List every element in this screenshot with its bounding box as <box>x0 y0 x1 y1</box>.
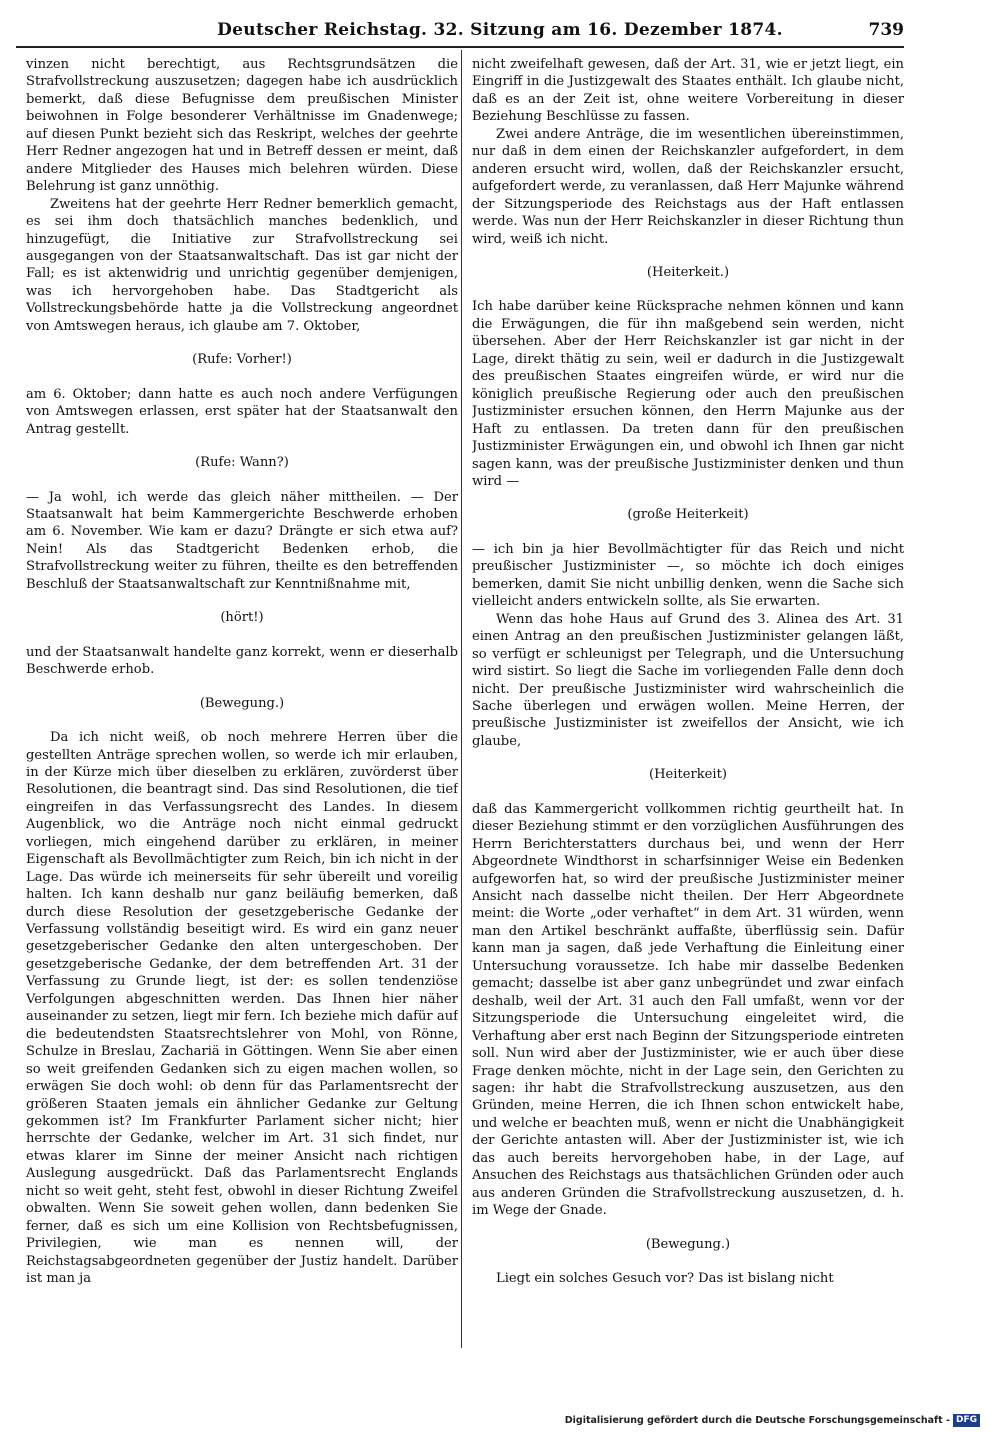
header-rule <box>16 46 904 48</box>
paragraph: vinzen nicht berechtigt, aus Rechtsgrundsätzen die Strafvollstreckung auszusetzen; dagegen habe ich ausdrücklich bemerkt, daß diese Befugnisse dem preußischen Minister beiwohnen in Folge besonderer Verhältnisse im Gnadenwege; auf diesen Punkt bezieht sich das Reskript, welches der geehrte Herr Redner angezogen hat und in Betreff dessen er meint, daß andere Mitglieder des Hauses mich belehren würden. Diese Belehrung ist ganz unnöthig. <box>26 57 458 195</box>
page-header <box>0 0 1000 44</box>
interjection: (Rufe: Wann?) <box>195 455 289 471</box>
paragraph: daß das Kammergericht vollkommen richtig geurtheilt hat. In dieser Beziehung stimmt er den vorzüglichen Ausführungen des Herrn Berichterstatters durchaus bei, und wenn der Herr Abgeordnete Windthorst in scharfsinniger Weise ein Bedenken aufgeworfen hat, so wird der preußische Justizminister meiner Ansicht nach dasselbe nicht theilen. Der Herr Abgeordnete meint: die Worte „oder verhaftet“ in dem Art. 31 würden, wenn man den Artikel beschränkt auffaßte, überflüssig sein. Dafür kann man ja sagen, daß jede Verhaftung die Einleitung einer Untersuchung voraussetze. Ich habe mir dasselbe Bedenken gemacht; dasselbe ist aber ganz unbegründet und zwar einfach deshalb, weil der Art. 31 auch den Fall umfaßt, wenn vor der Sitzungsperiode die Untersuchung eingeleitet wird, die Verhaftung aber erst nach Beginn der Sitzungsperiode eintreten soll. Nun wird aber der Justizminister, wie er auch über diese Frage denken möchte, nicht in der Lage sein, den Gerichten zu sagen: ihr habt die Strafvollstreckung auszusetzen, aus den Gründen, meine Herren, die ich Ihnen schon entwickelt habe, und welche er beachten muß, wenn er nicht die Unabhängigkeit der Gerichte antasten will. Aber der Justizminister ist, wie ich das auch bereits hervorgehoben habe, in der Lage, auf Ansuchen des Reichstags aus thatsächlichen Gründen oder auch aus anderen Gründen die Strafvollstreckung auszusetzen, d. h. im Wege der Gnade. <box>472 801 904 1219</box>
interjection: (große Heiterkeit) <box>627 507 749 523</box>
dfg-logo: DFG <box>953 1414 980 1427</box>
paragraph: und der Staatsanwalt handelte ganz korrekt, wenn er dieserhalb Beschwerde erhob. <box>26 644 458 678</box>
paragraph: Ich habe darüber keine Rücksprache nehmen können und kann die Erwägungen, die für ihn maßgebend sein werden, nicht übersehen. Aber der Herr Reichskanzler ist gar nicht in der Lage, direkt thätig zu sein, weil er dadurch in die Justizgewalt des preußischen Staates eingreifen würde, er wird nur die königlich preußische Regierung oder auch den preußischen Justizminister ersuchen können, den Herrn Majunke aus der Haft zu entlassen. Da treten dann für den preußischen Justizminister Erwägungen ein, und obwohl ich Ihnen gar nicht sagen kann, was der preußische Justizminister denken und thun wird — <box>472 299 904 489</box>
paragraph: nicht zweifelhaft gewesen, daß der Art. 31, wie er jetzt liegt, ein Eingriff in die Justizgewalt des Staates enthält. Ich glaube nicht, daß es an der Zeit ist, ohne weitere Vorbereitung in dieser Beziehung Beschlüsse zu fassen. <box>472 57 904 125</box>
left-column <box>26 56 458 1346</box>
paragraph: Zweitens hat der geehrte Herr Redner bemerklich gemacht, es sei ihm doch thatsächlich manches bedenklich, und hinzugefügt, die Initiative zur Strafvollstreckung sei ausgegangen von der Staatsanwaltschaft. Das ist gar nicht der Fall; es ist aktenwidrig und unrichtig gegenüber demjenigen, was ich hervorgehoben habe. Das Stadtgericht als Vollstreckungsbehörde hatte ja die Vollstreckung angeordnet von Amtswegen heraus, ich glaube am 7. Oktober, <box>26 196 458 334</box>
paragraph: am 6. Oktober; dann hatte es auch noch andere Verfügungen von Amtswegen erlassen, erst später hat der Staatsanwalt den Antrag gestellt. <box>26 386 458 437</box>
digitization-footer <box>565 1411 980 1429</box>
interjection: (hört!) <box>220 610 264 626</box>
page-number: 739 <box>868 20 904 40</box>
interjection: (Heiterkeit) <box>649 767 727 783</box>
paragraph: Zwei andere Anträge, die im wesentlichen übereinstimmen, nur daß in dem einen der Reichskanzler aufgefordert, in dem anderen ersucht wird, wollen, daß der Reichskanzler ersucht, aufgefordert werde, zu veranlassen, daß Herr Majunke während der Sitzungsperiode des Reichstags aus der Haft entlassen werde. Was nun der Herr Reichskanzler in dieser Richtung thun wird, weiß ich nicht. <box>472 126 904 247</box>
interjection: (Heiterkeit.) <box>646 264 730 280</box>
interjection: (Bewegung.) <box>199 695 285 711</box>
funding-note: Digitalisierung gefördert durch die Deutsche Forschungsgemeinschaft - <box>564 1414 950 1426</box>
running-title: Deutscher Reichstag. 32. Sitzung am 16. Dezember 1874. <box>217 20 783 40</box>
right-column <box>472 56 904 1346</box>
paragraph: Wenn das hohe Haus auf Grund des 3. Alinea des Art. 31 einen Antrag an den preußischen Justizminister gelangen läßt, so verfügt er schleunigst per Telegraph, und die Untersuchung wird sistirt. So liegt die Sache im vorliegenden Falle denn doch nicht. Der preußische Justizminister wird wahrscheinlich die Sache überlegen und erwägen wollen. Meine Herren, der preußische Justizminister ist zweifellos der Ansicht, wie ich glaube, <box>472 611 904 749</box>
paragraph: — Ja wohl, ich werde das gleich näher mittheilen. — Der Staatsanwalt hat beim Kammergerichte Beschwerde erhoben am 6. November. Wie kam er dazu? Drängte er sich etwa auf? Nein! Als das Stadtgericht Bedenken erhob, die Strafvollstreckung weiter zu führen, theilte es den betreffenden Beschluß der Staatsanwaltschaft zur Kenntnißnahme mit, <box>26 489 458 592</box>
interjection: (Rufe: Vorher!) <box>192 352 292 368</box>
interjection: (Bewegung.) <box>645 1236 731 1252</box>
column-divider <box>461 50 462 1348</box>
paragraph: Da ich nicht weiß, ob noch mehrere Herren über die gestellten Anträge sprechen wollen, so werde ich mir erlauben, in der Kürze mich über dieselben zu erklären, zuvörderst über Resolutionen, die beantragt sind. Das sind Resolutionen, die tief eingreifen in das Verfassungsrecht des Landes. In diesem Augenblick, wo die Anträge noch nicht einmal gedruckt vorliegen, mich eingehend darüber zu erklären, in meiner Eigenschaft als Bevollmächtigter zum Reich, bin ich nicht in der Lage. Das würde ich meinerseits für sehr übereilt und voreilig halten. Ich kann deshalb nur ganz beiläufig bemerken, daß durch diese Resolution der gesetzgeberische Gedanke der Verfassung vollständig beseitigt wird. Es wird ein ganz neuer gesetzgeberischer Gedanke den alten untergeschoben. Der gesetzgeberische Gedanke, der dem betreffenden Art. 31 der Verfassung zu Grunde liegt, ist der: es sollen tendenziöse Verfolgungen abgeschnitten werden. Das Ihnen hier näher auseinander zu setzen, liegt mir fern. Ich beziehe mich dafür auf die bedeutendsten Staatsrechtslehrer von Mohl, von Rönne, Schulze in Breslau, Zachariä in Göttingen. Wenn Sie aber einen so weit greifenden Gedanken sich zu eigen machen wollen, so erwägen Sie doch wohl: ob denn für das Parlamentsrecht der größeren Staaten jemals ein ähnlicher Gedanke zur Geltung gekommen ist? Im Frankfurter Parlament sicher nicht; hier herrschte der Gedanke, welcher im Art. 31 sich findet, nur etwas klarer im Sinne der meiner Ansicht nach richtigen Auslegung ausgedrückt. Daß das Parlamentsrecht Englands nicht so weit geht, steht fest, obwohl in dieser Richtung Zweifel obwalten. Wenn Sie soweit gehen wollen, dann bedenken Sie ferner, daß es sich um eine Kollision von Rechtsbefugnissen, Privilegien, wie man es nennen will, der Reichstagsabgeordneten gegenüber der Justiz handelt. Darüber ist man ja <box>26 730 458 1287</box>
paragraph: Liegt ein solches Gesuch vor? Das ist bislang nicht <box>496 1271 834 1287</box>
paragraph: — ich bin ja hier Bevollmächtigter für das Reich und nicht preußischer Justizminister —, so möchte ich doch einiges bemerken, damit Sie nicht unbillig denken, wenn die Sache sich vielleicht anders entwickeln sollte, als Sie erwarten. <box>472 541 904 610</box>
